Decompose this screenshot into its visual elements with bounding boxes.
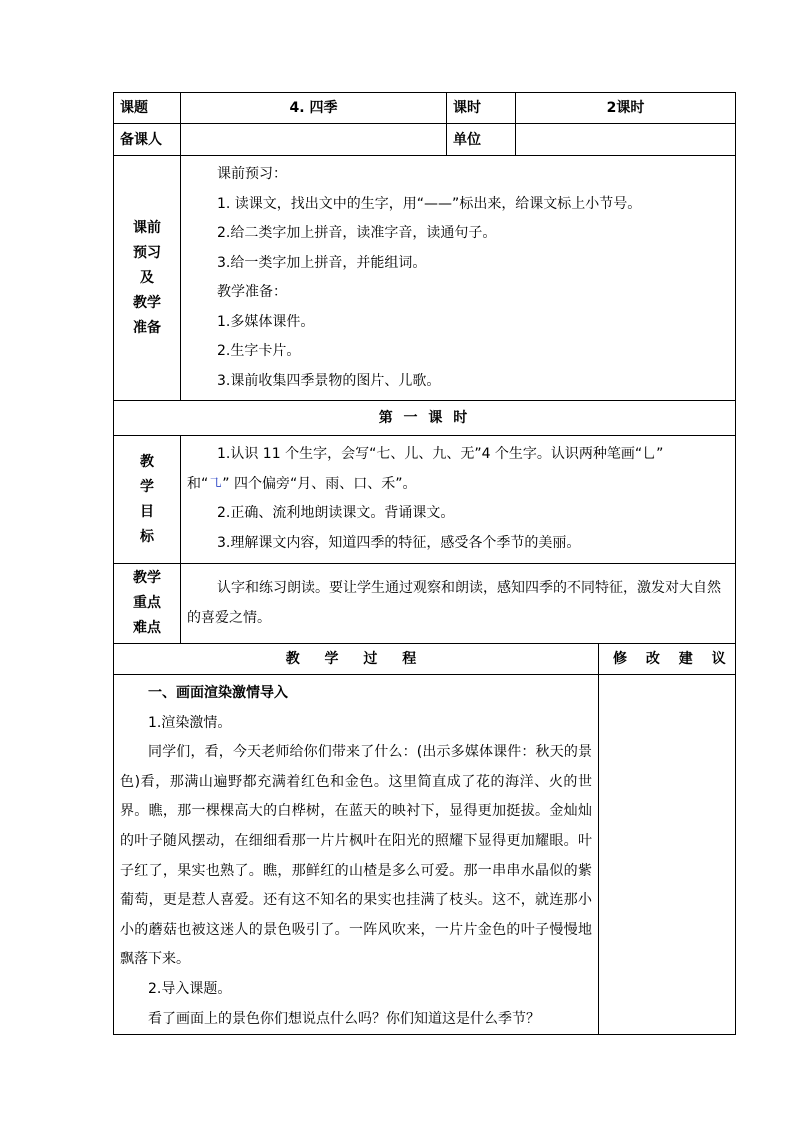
preview-item: 3.给一类字加上拼音，并能组词。	[217, 254, 427, 271]
prep-title: 教学准备：	[217, 284, 287, 300]
goal-item-1-line-1: 1.认识 11 个生字，会写“七、儿、九、无”4 个生字。认识两种笔画“乚”	[217, 446, 664, 462]
lesson-plan-table	[113, 92, 736, 1035]
prep-label	[114, 156, 181, 401]
goals-label-line: 标	[140, 528, 154, 545]
preview-item: 2.给二类字加上拼音，读准字音，读通句子。	[217, 225, 497, 241]
paragraph-1: 同学们，看，今天老师给你们带来了什么：(出示多媒体课件：秋天的景色)看，那满山遍野都充满着红色和金色。这里简直成了花的海洋、火的世界。瞧，那一棵棵高大的白桦树，在蓝天的映衬下，显得更加挺拔。金灿灿的叶子随风摆动，在细细看那一片片枫叶在阳光的照耀下显得更加耀眼。叶子红了，果实也熟了。瞧，那鲜红的山楂是多么可爱。那一串串水晶似的紫葡萄，更是惹人喜爱。还有这不知名的果实也挂满了枝头。这不，就连那小小的蘑菇也被这迷人的景色吸引了。一阵风吹来，一片片金色的叶子慢慢地飘落下来。	[120, 744, 592, 968]
key-points-text: 认字和练习朗读。要让学生通过观察和朗读，感知四季的不同特征，激发对大自然的喜爱之情。	[187, 580, 721, 626]
goals-label-line: 目	[140, 503, 154, 520]
unit-value	[516, 124, 736, 156]
topic-value: 4. 四季	[181, 93, 447, 124]
goal-item-1-part-b: ” 四个偏旁“月、雨、口、禾”。	[222, 475, 417, 492]
teacher-row	[114, 124, 736, 156]
goals-row	[114, 436, 736, 564]
process-header-row	[114, 644, 736, 675]
key-points-label-line: 教学	[133, 570, 161, 586]
prep-label-line: 课前	[133, 219, 161, 236]
goals-label	[114, 436, 181, 564]
section-1-title: 一、画面渲染激情导入	[148, 685, 288, 701]
goals-label-line: 学	[140, 478, 154, 495]
prep-label-line: 教学	[133, 294, 161, 311]
prep-row	[114, 156, 736, 401]
process-content	[114, 675, 599, 1035]
goals-label-line: 教	[140, 453, 154, 470]
teacher-value	[181, 124, 447, 156]
teacher-label: 备课人	[114, 124, 181, 156]
suggestion-header: 修 改 建 议	[599, 644, 736, 675]
goal-item-1-part-a: 和“	[187, 475, 209, 492]
goals-content	[181, 436, 736, 564]
prep-content	[181, 156, 736, 401]
step-2: 2.导入课题。	[148, 980, 232, 997]
key-points-label-line: 难点	[133, 620, 161, 636]
stroke-glyph: ㇈	[208, 475, 223, 492]
prep-item: 3.课前收集四季景物的图片、儿歌。	[217, 372, 441, 389]
unit-label: 单位	[447, 124, 516, 156]
key-points-label-line: 重点	[133, 595, 161, 611]
preview-title: 课前预习：	[217, 166, 287, 182]
preview-item: 1. 读课文，找出文中的生字，用“——”标出来，给课文标上小节号。	[217, 195, 642, 212]
prep-item: 2.生字卡片。	[217, 343, 301, 359]
goal-item: 2.正确、流利地朗读课文。背诵课文。	[217, 505, 455, 521]
key-points-content	[181, 564, 736, 644]
goal-item-1-line-2	[187, 470, 725, 500]
prep-label-line: 及	[140, 269, 154, 286]
suggestion-content	[599, 675, 736, 1035]
period-label: 课时	[447, 93, 516, 124]
process-body-row	[114, 675, 736, 1035]
key-points-label	[114, 564, 181, 644]
first-lesson-title: 第 一 课 时	[114, 401, 736, 436]
process-header: 教 学 过 程	[114, 644, 599, 675]
prep-item: 1.多媒体课件。	[217, 313, 315, 330]
prep-label-line: 准备	[133, 319, 161, 336]
paragraph-2: 看了画面上的景色你们想说点什么吗？你们知道这是什么季节？	[148, 1010, 540, 1027]
topic-row	[114, 93, 736, 124]
key-points-row	[114, 564, 736, 644]
first-lesson-row	[114, 401, 736, 436]
step-1: 1.渲染激情。	[148, 714, 232, 731]
goal-item: 3.理解课文内容，知道四季的特征，感受各个季节的美丽。	[217, 534, 581, 551]
period-value: 2课时	[516, 93, 736, 124]
topic-label: 课题	[114, 93, 181, 124]
prep-label-line: 预习	[133, 244, 161, 261]
